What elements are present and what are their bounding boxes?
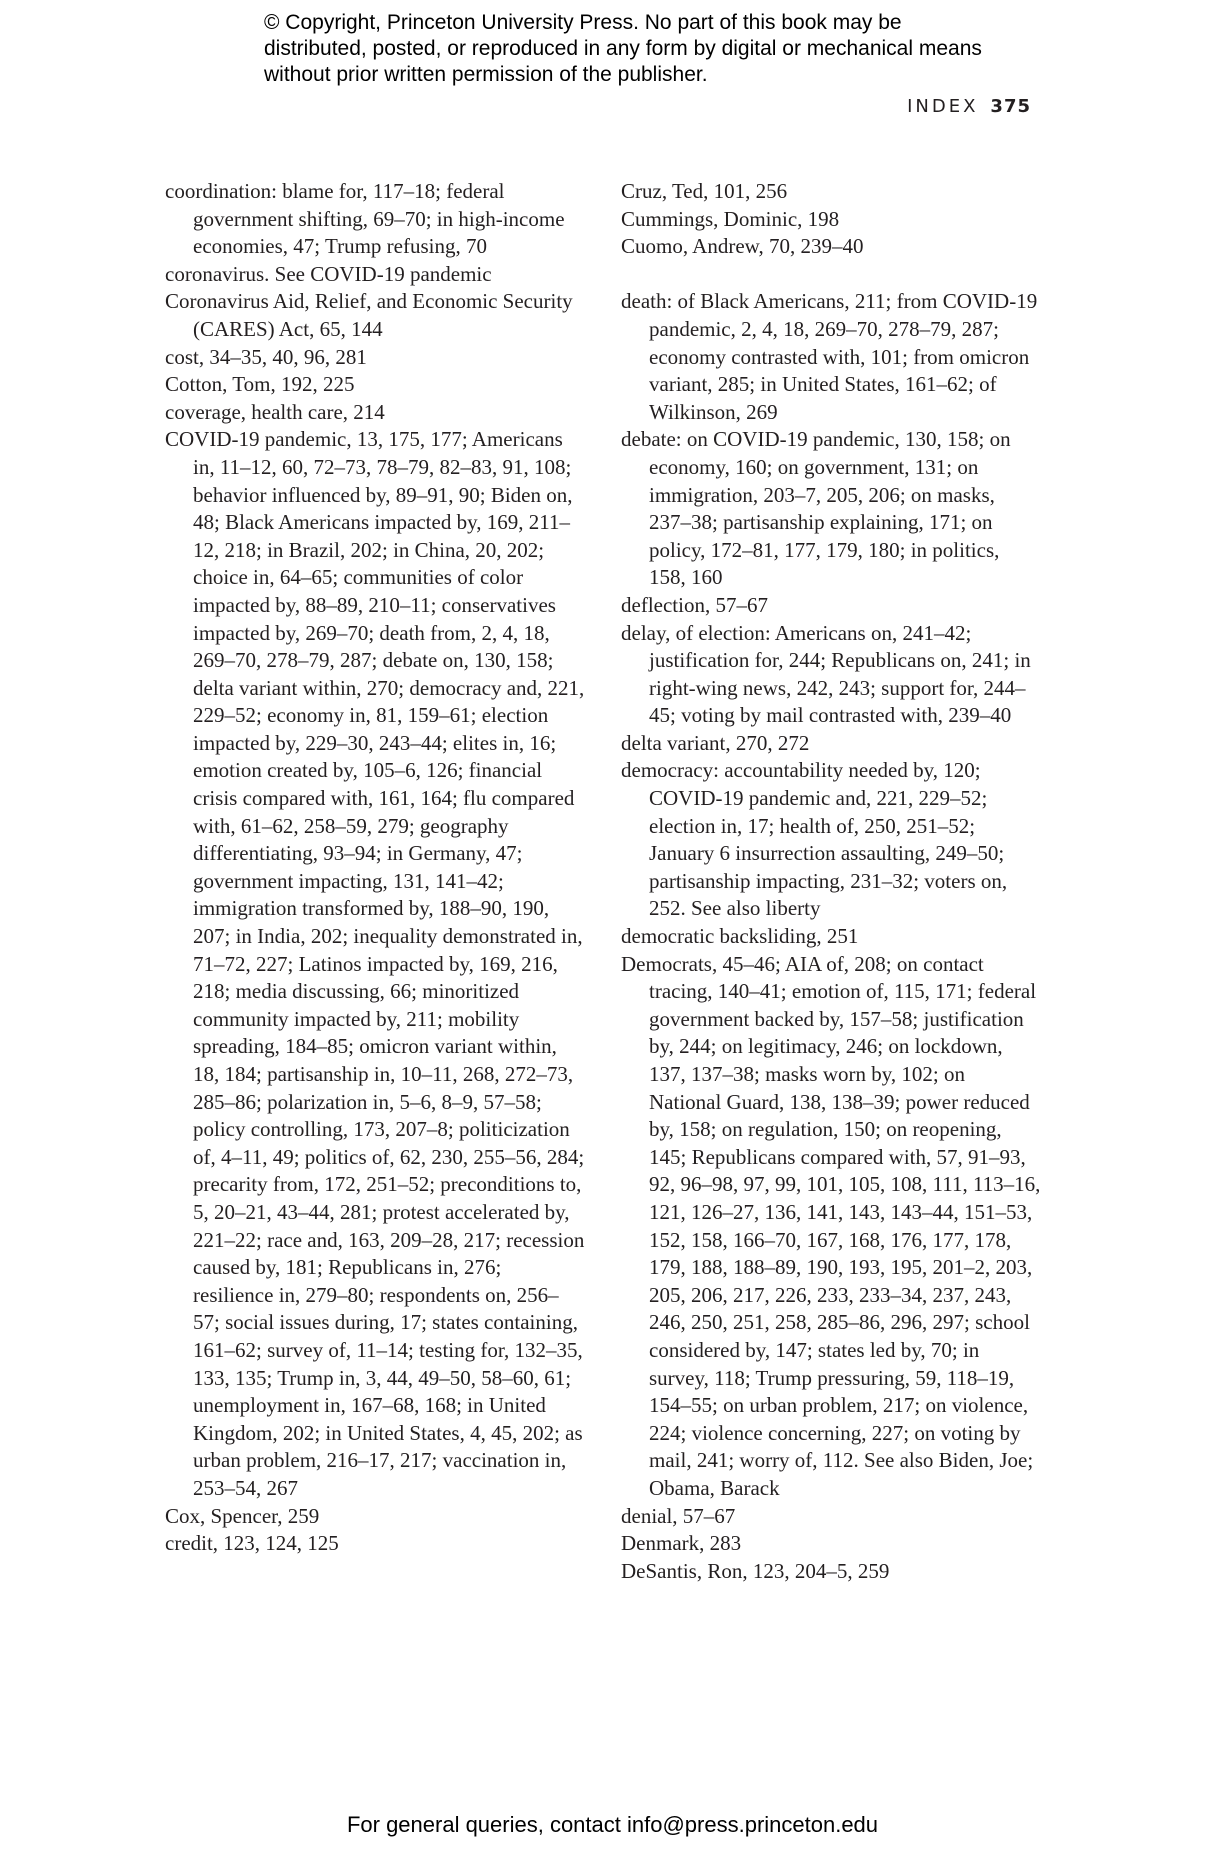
index-entry: Cummings, Dominic, 198 (621, 206, 840, 231)
index-entry: Cuomo, Andrew, 70, 239–40 (621, 234, 864, 259)
index-column-right (621, 178, 1041, 1585)
letter-group-gap (621, 261, 1041, 289)
running-head (0, 96, 1031, 117)
index-entry: debate: on COVID-19 pandemic, 130, 158; on economy, 160; on government, 131; on immigration, 203–7, 205, 206; on masks, 237–38; partisanship explaining, 171; on policy, 172–81, 177, 179, 180; in politics, 158, 160 (621, 427, 1011, 590)
copyright-notice: © Copyright, Princeton University Press. No part of this book may be distributed, posted, or reproduced in any form by digital or mechanical means without prior written permission of the publisher. (264, 11, 982, 86)
index-entry: credit, 123, 124, 125 (165, 1531, 339, 1556)
index-entry: denial, 57–67 (621, 1503, 736, 1528)
index-entry: coordination: blame for, 117–18; federal government shifting, 69–70; in high-income economies, 47; Trump refusing, 70 (165, 179, 565, 259)
index-entry: cost, 34–35, 40, 96, 281 (165, 344, 367, 369)
index-entry: delay, of election: Americans on, 241–42; justification for, 244; Republicans on, 241; in right-wing news, 242, 243; support for, 244–45; voting by mail contrasted with, 239–40 (621, 620, 1031, 728)
index-entry: COVID-19 pandemic, 13, 175, 177; Americans in, 11–12, 60, 72–73, 78–79, 82–83, 91, 108; behavior influenced by, 89–91, 90; Biden on, 48; Black Americans impacted by, 169, 211–12, 218; in Brazil, 202; in China, 20, 202; choice in, 64–65; communities of color impacted by, 88–89, 210–11; conservatives impacted by, 269–70; death from, 2, 4, 18, 269–70, 278–79, 287; debate on, 130, 158; delta variant within, 270; democracy and, 221, 229–52; economy in, 81, 159–61; election impacted by, 229–30, 243–44; elites in, 16; emotion created by, 105–6, 126; financial crisis compared with, 161, 164; flu compared with, 61–62, 258–59, 279; geography differentiating, 93–94; in Germany, 47; government impacting, 131, 141–42; immigration transformed by, 188–90, 190, 207; in India, 202; inequality demonstrated in, 71–72, 227; Latinos impacted by, 169, 216, 218; media discussing, 66; minoritized community impacted by, 211; mobility spreading, 184–85; omicron variant within, 18, 184; partisanship in, 10–11, 268, 272–73, 285–86; polarization in, 5–6, 8–9, 57–58; policy controlling, 173, 207–8; politicization of, 4–11, 49; politics of, 62, 230, 255–56, 284; precarity from, 172, 251–52; preconditions to, 5, 20–21, 43–44, 281; protest accelerated by, 221–22; race and, 163, 209–28, 217; recession caused by, 181; Republicans in, 276; resilience in, 279–80; respondents on, 256–57; social issues during, 17; states containing, 161–62; survey of, 11–14; testing for, 132–35, 133, 135; Trump in, 3, 44, 49–50, 58–60, 61; unemployment in, 167–68, 168; in United Kingdom, 202; in United States, 4, 45, 202; as urban problem, 216–17, 217; vaccination in, 253–54, 267 (165, 427, 585, 1500)
index-entry: democratic backsliding, 251 (621, 924, 859, 949)
page-number: 375 (990, 96, 1031, 117)
index-entry: Cox, Spencer, 259 (165, 1503, 320, 1528)
index-entry: Coronavirus Aid, Relief, and Economic Security (CARES) Act, 65, 144 (165, 289, 573, 341)
index-column-left (165, 178, 585, 1558)
running-head-label: INDEX (907, 96, 979, 117)
index-entry: Denmark, 283 (621, 1531, 742, 1556)
index-entry: delta variant, 270, 272 (621, 730, 810, 755)
index-entry: Cotton, Tom, 192, 225 (165, 372, 355, 397)
index-entry: coronavirus. See COVID-19 pandemic (165, 261, 492, 286)
index-entry: deflection, 57–67 (621, 592, 768, 617)
footer-contact: For general queries, contact info@press.princeton.edu (346, 1812, 879, 1837)
index-entry: death: of Black Americans, 211; from COVID-19 pandemic, 2, 4, 18, 269–70, 278–79, 287; economy contrasted with, 101; from omicron variant, 285; in United States, 161–62; of Wilkinson, 269 (621, 289, 1038, 424)
index-entry: Democrats, 45–46; AIA of, 208; on contact tracing, 140–41; emotion of, 115, 171; federal government backed by, 157–58; justification by, 244; on legitimacy, 246; on lockdown, 137, 137–38; masks worn by, 102; on National Guard, 138, 138–39; power reduced by, 158; on regulation, 150; on reopening, 145; Republicans compared with, 57, 91–93, 92, 96–98, 97, 99, 101, 105, 108, 111, 113–16, 121, 126–27, 136, 141, 143, 143–44, 151–53, 152, 158, 166–70, 167, 168, 176, 177, 178, 179, 188, 188–89, 190, 193, 195, 201–2, 203, 205, 206, 217, 226, 233, 233–34, 237, 243, 246, 250, 251, 258, 285–86, 296, 297; school considered by, 147; states led by, 70; in survey, 118; Trump pressuring, 59, 118–19, 154–55; on urban problem, 217; on violence, 224; violence concerning, 227; on voting by mail, 241; worry of, 112. See also Biden, Joe; Obama, Barack (621, 951, 1041, 1500)
index-entry: DeSantis, Ron, 123, 204–5, 259 (621, 1558, 890, 1583)
index-entry: coverage, health care, 214 (165, 399, 385, 424)
index-entry: democracy: accountability needed by, 120; COVID-19 pandemic and, 221, 229–52; election in, 17; health of, 250, 251–52; January 6 insurrection assaulting, 249–50; partisanship impacting, 231–32; voters on, 252. See also liberty (621, 758, 1008, 921)
index-entry: Cruz, Ted, 101, 256 (621, 179, 788, 203)
